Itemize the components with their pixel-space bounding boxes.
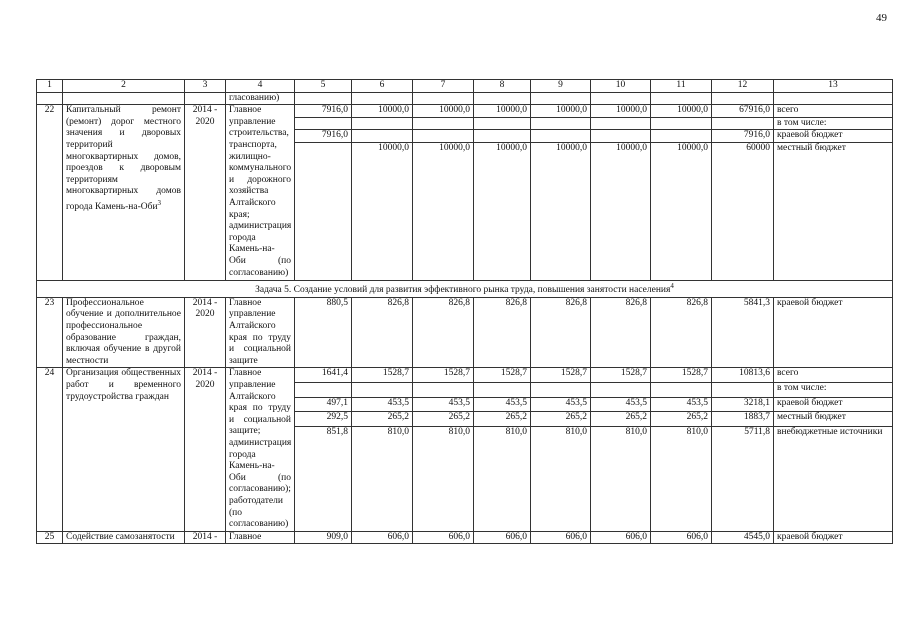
task-row [37,281,893,298]
value-cell: 292,5 [295,412,352,427]
value-cell: 1528,7 [352,368,413,383]
value-cell [531,117,591,130]
value-cell [413,382,474,397]
value-cell: 826,8 [413,297,474,368]
header-cell: 12 [712,80,774,93]
value-cell: 826,8 [651,297,712,368]
value-cell [651,382,712,397]
value-cell: 10000,0 [651,142,712,154]
value-cell [651,117,712,130]
value-cell: 10000,0 [591,142,651,154]
executor-continuation: гласованию) [226,92,295,105]
header-cell: 2 [63,80,185,93]
value-cell: 1528,7 [531,368,591,383]
value-cell: 810,0 [413,426,474,440]
program-table [36,79,893,544]
value-cell: 810,0 [531,426,591,440]
source-cell: местный бюджет [774,142,893,154]
measure-title: Содействие самозанятости [63,531,185,544]
total-cell: 1883,7 [712,412,774,427]
value-cell: 851,8 [295,426,352,440]
value-cell: 10000,0 [413,142,474,154]
period: 2014 - 2020 [185,105,226,281]
value-cell [352,382,413,397]
period: 2014 - [185,531,226,544]
page-number: 49 [876,12,887,24]
value-cell [651,130,712,143]
value-cell: 265,2 [474,412,531,427]
value-cell: 265,2 [651,412,712,427]
total-cell: 60000 [712,142,774,154]
source-cell: в том числе: [774,117,893,130]
header-cell: 8 [474,80,531,93]
source-cell: всего [774,105,893,118]
period: 2014 - 2020 [185,297,226,368]
source-cell: в том числе: [774,382,893,397]
source-cell: краевой бюджет [774,531,893,544]
value-cell: 10000,0 [474,142,531,154]
source-cell: краевой бюджет [774,397,893,412]
value-cell: 1528,7 [474,368,531,383]
value-cell: 7916,0 [295,130,352,143]
value-cell: 826,8 [474,297,531,368]
value-cell: 606,0 [474,531,531,544]
value-cell [295,142,352,154]
value-cell: 265,2 [531,412,591,427]
value-cell: 265,2 [413,412,474,427]
value-cell: 606,0 [531,531,591,544]
total-cell: 4545,0 [712,531,774,544]
total-cell: 67916,0 [712,105,774,118]
value-cell: 606,0 [591,531,651,544]
source-cell: всего [774,368,893,383]
value-cell: 606,0 [352,531,413,544]
value-cell: 453,5 [352,397,413,412]
value-cell [591,382,651,397]
header-row [37,80,893,93]
value-cell [413,130,474,143]
value-cell [474,117,531,130]
value-cell [295,117,352,130]
value-cell: 1641,4 [295,368,352,383]
value-cell [474,130,531,143]
value-cell: 10000,0 [352,142,413,154]
value-cell: 810,0 [651,426,712,440]
value-cell: 7916,0 [295,105,352,118]
header-cell: 10 [591,80,651,93]
value-cell [352,130,413,143]
row-number: 23 [37,297,63,368]
value-cell [474,382,531,397]
value-cell: 265,2 [591,412,651,427]
value-cell [591,130,651,143]
table-row [37,531,893,544]
value-cell: 497,1 [295,397,352,412]
value-cell: 453,5 [651,397,712,412]
value-cell: 453,5 [591,397,651,412]
total-cell: 5711,8 [712,426,774,440]
table-row [37,297,893,368]
value-cell: 10000,0 [352,105,413,118]
header-cell: 7 [413,80,474,93]
value-cell: 10000,0 [531,142,591,154]
total-cell: 10813,6 [712,368,774,383]
header-cell: 13 [774,80,893,93]
value-cell: 453,5 [531,397,591,412]
value-cell: 10000,0 [474,105,531,118]
value-cell [531,130,591,143]
total-cell [712,117,774,130]
measure-title: Капитальный ремонт (ремонт) дорог местного значения и дворовых территорий многоквартирных домов, проездов к дворовым территориям многоквартирных домов города Камень-на-Оби$^3$ [63,105,185,281]
value-cell [295,382,352,397]
total-cell: 5841,3 [712,297,774,368]
total-cell: 3218,1 [712,397,774,412]
source-cell: краевой бюджет [774,297,893,368]
header-cell: 5 [295,80,352,93]
executor: Главное управление Алтайского края по труду и социальной защите [226,297,295,368]
value-cell: 10000,0 [531,105,591,118]
value-cell [531,382,591,397]
total-cell: 7916,0 [712,130,774,143]
executor: Главное управление Алтайского края по труду и социальной защите; администрация города Камень-на-Оби (по согласованию); работодатели (по согласованию) [226,368,295,531]
value-cell: 1528,7 [413,368,474,383]
header-cell: 3 [185,80,226,93]
value-cell: 606,0 [651,531,712,544]
header-cell: 6 [352,80,413,93]
header-cell: 11 [651,80,712,93]
value-cell: 909,0 [295,531,352,544]
measure-title: Организация общественных работ и временного трудоустройства граждан [63,368,185,531]
value-cell: 810,0 [352,426,413,440]
source-cell: местный бюджет [774,412,893,427]
value-cell: 810,0 [591,426,651,440]
value-cell [413,117,474,130]
header-cell: 4 [226,80,295,93]
row-number: 25 [37,531,63,544]
continuation-row [37,92,893,105]
row-number: 24 [37,368,63,531]
header-cell: 9 [531,80,591,93]
source-cell: внебюджетные источники [774,426,893,440]
table-row [37,368,893,383]
value-cell: 265,2 [352,412,413,427]
value-cell: 1528,7 [651,368,712,383]
value-cell: 826,8 [531,297,591,368]
period: 2014 - 2020 [185,368,226,531]
header-cell: 1 [37,80,63,93]
source-cell: краевой бюджет [774,130,893,143]
value-cell: 10000,0 [591,105,651,118]
value-cell [591,117,651,130]
value-cell: 453,5 [413,397,474,412]
value-cell: 10000,0 [651,105,712,118]
value-cell: 10000,0 [413,105,474,118]
value-cell: 826,8 [591,297,651,368]
executor: Главное управление строительства, транспорта, жилищно-коммунального и дорожного хозяйства Алтайского края; администрация города Камень-на-Оби (по согласованию) [226,105,295,281]
value-cell: 826,8 [352,297,413,368]
value-cell: 453,5 [474,397,531,412]
measure-title: Профессиональное обучение и дополнительное профессиональное образование граждан, включая обучение в другой местности [63,297,185,368]
total-cell [712,382,774,397]
row-number: 22 [37,105,63,281]
value-cell: 1528,7 [591,368,651,383]
table-row [37,105,893,118]
value-cell: 880,5 [295,297,352,368]
value-cell: 810,0 [474,426,531,440]
value-cell [352,117,413,130]
value-cell: 606,0 [413,531,474,544]
task-heading: Задача 5. Создание условий для развития эффективного рынка труда, повышения занятости населения$^4$ [37,281,893,298]
executor: Главное [226,531,295,544]
